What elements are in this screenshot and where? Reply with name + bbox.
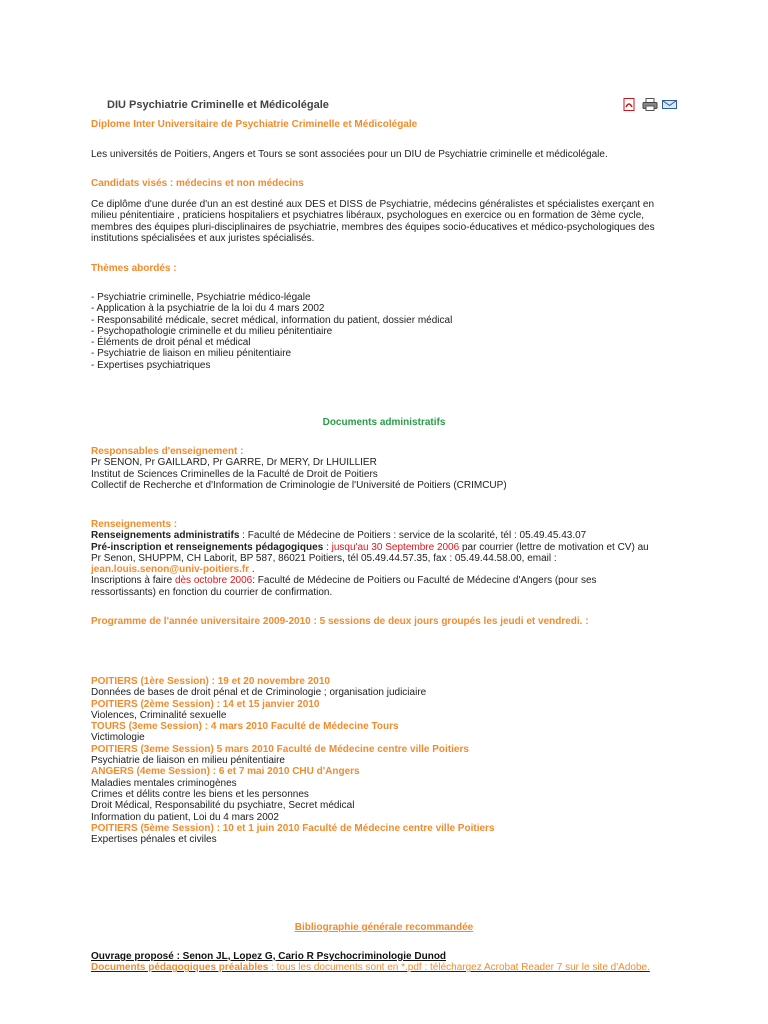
responsables-line: Collectif de Recherche et d'Information de Criminologie de l'Université de Poitiers (CRIMCUP) — [91, 479, 507, 491]
page-title: DIU Psychiatrie Criminelle et Médicolégale — [107, 99, 329, 111]
admin-text: : Faculté de Médecine de Poitiers : service de la scolarité, tél : 05.49.45.43.07 — [239, 530, 587, 542]
docs-line[interactable] — [91, 962, 691, 973]
responsables-heading: Responsables d'enseignement : — [91, 446, 244, 457]
session-title: TOURS (3eme Session) : 4 mars 2010 Faculté de Médecine Tours — [91, 721, 399, 733]
docs-label: Documents pédagogiques préalables — [91, 962, 269, 974]
session-line: Crimes et délits contre les biens et les personnes — [91, 788, 309, 800]
pre-end: . — [249, 564, 255, 576]
session-title: ANGERS (4eme Session) : 6 et 7 mai 2010 CHU d'Angers — [91, 766, 360, 778]
email-link[interactable]: jean.louis.senon@univ-poitiers.fr — [91, 564, 250, 576]
docs-text: : tous les documents sont en *.pdf : téléchargez Acrobat Reader 7 sur le site d'Adobe. — [268, 962, 650, 974]
candidats-text: Ce diplôme d'une durée d'un an est destiné aux DES et DISS de Psychiatrie, médecins généralistes et spécialistes exerçant en milieu pénitentiaire , praticiens hospitaliers et psychiatres libéraux, psychologues en exercice ou en formation de 3ème cycle, membres des équipes pluri-disciplinaires de psychiatrie, membres des équipes socio-éducatives et médico-psychologiques des institutions spécialisées et aux juristes spécialisés. — [91, 199, 655, 244]
session-line: Données de bases de droit pénal et de Criminologie ; organisation judiciaire — [91, 687, 427, 699]
session-line: Maladies mentales criminogènes — [91, 777, 237, 789]
list-item: - Psychiatrie criminelle, Psychiatrie médico-légale — [91, 292, 311, 303]
list-item: - Application à la psychiatrie de la loi du 4 mars 2002 — [91, 303, 325, 315]
sessions-block — [91, 676, 651, 845]
responsables-line: Institut de Sciences Criminelles de la Faculté de Droit de Poitiers — [91, 468, 378, 480]
subtitle: Diplome Inter Universitaire de Psychiatrie Criminelle et Médicolégale — [91, 119, 418, 130]
session-title: POITIERS (1ère Session) : 19 et 20 novembre 2010 — [91, 676, 330, 687]
renseignements-heading: Renseignements : — [91, 519, 178, 530]
insc-text: : Faculté de Médecine de Poitiers ou Faculté de Médecine d'Angers (pour ses ressortissants) en fonction du courrier de confirmation. — [91, 575, 597, 598]
intro-text: Les universités de Poitiers, Angers et Tours se sont associées pour un DIU de Psychiatrie criminelle et médicolégale. — [91, 149, 608, 160]
biblio-block — [91, 951, 691, 974]
session-line: Victimologie — [91, 732, 145, 744]
admin-label: Renseignements administratifs — [91, 530, 240, 542]
responsables-block — [91, 446, 651, 491]
session-title — [91, 823, 651, 834]
list-item: - Psychopathologie criminelle et du milieu pénitentiaire — [91, 325, 333, 337]
pre-sep: : — [323, 541, 332, 553]
session-title-a: POITIERS (5ème Session) : 10 — [91, 822, 234, 834]
session-line: Violences, Criminalité sexuelle — [91, 709, 227, 721]
renseignements-block — [91, 519, 651, 598]
themes-list — [91, 292, 651, 371]
session-title: POITIERS (2ème Session) : 14 et 15 janvier 2010 — [91, 698, 320, 710]
insc-date: dès octobre 2006 — [174, 575, 253, 587]
pdf-icon[interactable] — [622, 98, 636, 111]
session-line: Information du patient, Loi du 4 mars 2002 — [91, 811, 279, 823]
renseignements-inscriptions — [91, 575, 651, 598]
list-item: - Psychiatrie de liaison en milieu pénitentiaire — [91, 348, 292, 360]
print-icon[interactable] — [642, 98, 656, 111]
renseignements-pre — [91, 542, 651, 576]
responsables-line: Pr SENON, Pr GAILLARD, Pr GARRE, Dr MERY, Dr LHUILLIER — [91, 457, 377, 469]
session-title-b: et 1 juin 2010 Faculté de Médecine centre ville Poitiers — [233, 822, 495, 834]
programme-heading: Programme de l'année universitaire 2009-2010 : 5 sessions de deux jours groupés les jeudi et vendredi. : — [91, 616, 589, 627]
session-line: Expertises pénales et civiles — [91, 834, 217, 846]
candidats-heading: Candidats visés : médecins et non médecins — [91, 178, 304, 189]
insc-start: Inscriptions à faire — [91, 575, 175, 587]
pre-label: Pré-inscription et renseignements pédagogiques — [91, 541, 324, 553]
list-item: - Éléments de droit pénal et médical — [91, 337, 251, 349]
email-icon[interactable] — [662, 98, 676, 111]
list-item: - Responsabilité médicale, secret médical, information du patient, dossier médical — [91, 314, 453, 326]
renseignements-admin — [91, 530, 651, 541]
documents-heading: Documents administratifs — [322, 417, 446, 428]
biblio-heading[interactable]: Bibliographie générale recommandée — [294, 922, 474, 933]
pre-date: jusqu'au 30 Septembre 2006 — [331, 541, 460, 553]
pre-text: par courrier (lettre de motivation et CV) au Pr Senon, SHUPPM, CH Laborit, BP 587, 86021 Poitiers, tél 05.49.44.57.35, fax : 05.49.44.58.00, email : — [91, 541, 649, 564]
themes-heading: Thèmes abordés : — [91, 263, 177, 274]
list-item: - Expertises psychiatriques — [91, 359, 211, 371]
session-line: Psychiatrie de liaison en milieu pénitentiaire — [91, 755, 285, 767]
toolbar-icons — [622, 98, 676, 111]
ouvrage-link[interactable]: Ouvrage proposé : Senon JL, Lopez G, Cario R Psychocriminologie Dunod — [91, 951, 447, 962]
biblio-heading-wrap — [91, 922, 677, 933]
session-line: Droit Médical, Responsabilité du psychiatre, Secret médical — [91, 800, 355, 812]
session-title: POITIERS (3eme Session) 5 mars 2010 Faculté de Médecine centre ville Poitiers — [91, 743, 469, 755]
